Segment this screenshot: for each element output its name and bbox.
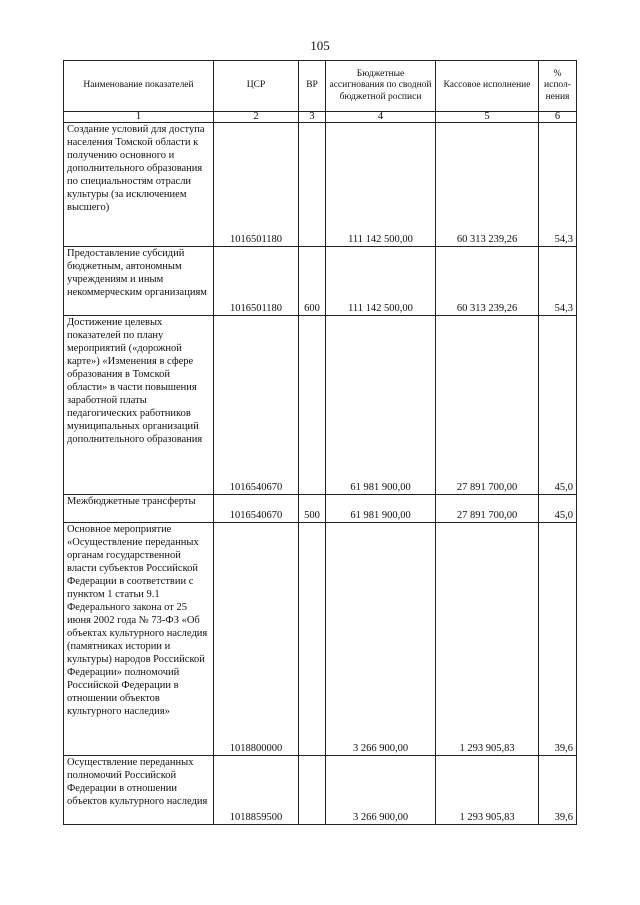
row-csr: 1016540670 <box>214 495 299 523</box>
table-row <box>64 247 577 316</box>
row-name: Достижение целевых показателей по плану мероприятий («дорожной карте») «Изменения в сфере образования в Томской области» в части повышения заработной платы педагогических работников муниципальных организаций дополнительного образования <box>64 316 214 495</box>
row-vr <box>299 316 326 495</box>
row-name: Осуществление переданных полномочий Российской Федерации в отношении объектов культурного наследия <box>64 756 214 825</box>
row-vr <box>299 523 326 756</box>
column-number: 1 <box>64 112 214 123</box>
row-percent: 39,6 <box>539 523 577 756</box>
row-cash: 27 891 700,00 <box>436 495 539 523</box>
row-budget: 3 266 900,00 <box>326 523 436 756</box>
row-cash: 1 293 905,83 <box>436 756 539 825</box>
page-number: 105 <box>310 38 330 53</box>
column-number: 5 <box>436 112 539 123</box>
row-vr <box>299 756 326 825</box>
row-cash: 60 313 239,26 <box>436 123 539 247</box>
row-name: Создание условий для доступа населения Томской области к получению основного и дополнительного образования по специальностям отрасли культуры (за исключением высшего) <box>64 123 214 247</box>
row-name: Межбюджетные трансферты <box>64 495 214 523</box>
budget-execution-table <box>63 60 577 825</box>
row-name: Основное мероприятие «Осуществление переданных органам государственной власти субъектов Российской Федерации в соответствии с пунктом 1 статьи 9.1 Федерального закона от 25 июня 2002 года № 73-ФЗ «Об объектах культурного наследия (памятниках истории и культуры) народов Российской Федерации» полномочий Российской Федерации в отношении объектов культурного наследия» <box>64 523 214 756</box>
row-vr: 500 <box>299 495 326 523</box>
column-number-row <box>64 112 577 123</box>
row-csr: 1016501180 <box>214 247 299 316</box>
row-csr: 1016501180 <box>214 123 299 247</box>
row-percent: 54,3 <box>539 123 577 247</box>
row-budget: 111 142 500,00 <box>326 247 436 316</box>
row-name: Предоставление субсидий бюджетным, автономным учреждениям и иным некоммерческим организациям <box>64 247 214 316</box>
header-cash: Кассовое исполнение <box>436 61 539 112</box>
row-cash: 27 891 700,00 <box>436 316 539 495</box>
row-percent: 39,6 <box>539 756 577 825</box>
row-cash: 1 293 905,83 <box>436 523 539 756</box>
column-number: 6 <box>539 112 577 123</box>
row-csr: 1018859500 <box>214 756 299 825</box>
table-row <box>64 756 577 825</box>
row-vr: 600 <box>299 247 326 316</box>
table-row <box>64 523 577 756</box>
column-number: 2 <box>214 112 299 123</box>
column-number: 3 <box>299 112 326 123</box>
row-csr: 1018800000 <box>214 523 299 756</box>
row-vr <box>299 123 326 247</box>
column-number: 4 <box>326 112 436 123</box>
row-budget: 111 142 500,00 <box>326 123 436 247</box>
header-vr: ВР <box>299 61 326 112</box>
row-percent: 45,0 <box>539 316 577 495</box>
row-cash: 60 313 239,26 <box>436 247 539 316</box>
header-percent: % испол-нения <box>539 61 577 112</box>
header-name: Наименование показателей <box>64 61 214 112</box>
table-row <box>64 495 577 523</box>
table-row <box>64 316 577 495</box>
header-row <box>64 61 577 112</box>
header-csr: ЦСР <box>214 61 299 112</box>
header-budget: Бюджетные ассигнования по сводной бюджетной росписи <box>326 61 436 112</box>
row-percent: 54,3 <box>539 247 577 316</box>
row-budget: 3 266 900,00 <box>326 756 436 825</box>
row-budget: 61 981 900,00 <box>326 495 436 523</box>
row-csr: 1016540670 <box>214 316 299 495</box>
row-budget: 61 981 900,00 <box>326 316 436 495</box>
table-row <box>64 123 577 247</box>
row-percent: 45,0 <box>539 495 577 523</box>
